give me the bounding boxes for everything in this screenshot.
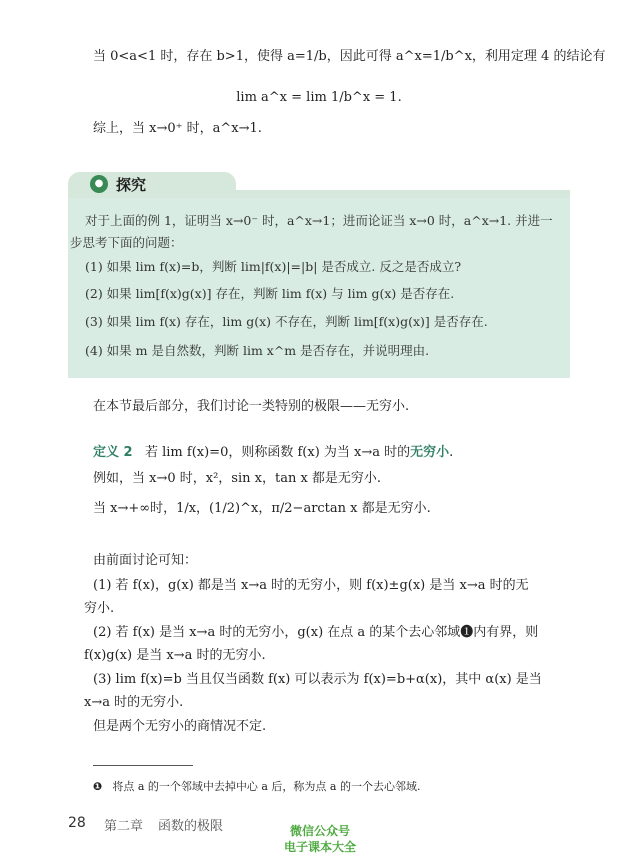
explore-intro-1: 对于上面的例 1，证明当 x→0⁻ 时，a^x→1；进而论证当 x→0 时，a^x→1. 并进一	[85, 213, 553, 228]
footnote-rule	[93, 765, 193, 766]
explore-title: 探究	[116, 176, 147, 194]
explore-question-3: (3) 如果 lim f(x) 存在，lim g(x) 不存在，判断 lim[f(x)g(x)] 是否存在.	[85, 314, 488, 329]
chapter-label: 第二章	[104, 819, 144, 834]
limit-formula: lim a^x = lim 1/b^x = 1.	[236, 90, 402, 105]
property-3b: x→a 时的无穷小.	[84, 695, 184, 710]
definition-label: 定义 2	[93, 445, 133, 460]
property-1a: (1) 若 f(x)，g(x) 都是当 x→a 时的无穷小，则 f(x)±g(x) 是当 x→a 时的无	[93, 578, 529, 593]
chapter-title: 函数的极限	[158, 819, 224, 834]
explore-intro-2: 步思考下面的问题：	[70, 235, 183, 250]
explore-question-1: (1) 如果 lim f(x)=b，判断 lim|f(x)|=|b| 是否成立. 反之是否成立?	[85, 259, 462, 274]
definition-text: 若 lim f(x)=0，则称函数 f(x) 为当 x→a 时的	[144, 445, 411, 460]
watermark-line-2: 电子课本大全	[283, 840, 356, 854]
explore-question-2: (2) 如果 lim[f(x)g(x)] 存在，判断 lim f(x) 与 lim g(x) 是否存在.	[85, 286, 455, 301]
definition-line	[93, 444, 453, 462]
intro-line: 当 0<a<1 时，存在 b>1，使得 a=1/b，因此可得 a^x=1/b^x，利用定理 4 的结论有	[93, 49, 606, 64]
watermark-line-1: 微信公众号	[289, 824, 350, 838]
definition-end: .	[449, 445, 454, 460]
section-intro: 在本节最后部分，我们讨论一类特别的极限——无穷小.	[93, 399, 410, 414]
summary-line: 综上，当 x→0⁺ 时，a^x→1.	[93, 121, 262, 136]
property-3a: (3) lim f(x)=b 当且仅当函数 f(x) 可以表示为 f(x)=b+α(x)，其中 α(x) 是当	[93, 672, 542, 687]
footnote-mark: ❶	[93, 780, 103, 793]
explore-question-4: (4) 如果 m 是自然数，判断 lim x^m 是否存在，并说明理由.	[85, 343, 430, 358]
footnote	[93, 778, 420, 794]
definition-term: 无穷小	[410, 445, 450, 460]
property-1b: 穷小.	[84, 601, 115, 616]
example-1: 例如，当 x→0 时，x²，sin x，tan x 都是无穷小.	[93, 471, 382, 486]
footnote-text: 将点 a 的一个邻域中去掉中心 a 后，称为点 a 的一个去心邻域.	[112, 780, 421, 793]
example-2: 当 x→+∞时，1/x，(1/2)^x，π/2−arctan x 都是无穷小.	[93, 501, 431, 516]
property-2a: (2) 若 f(x) 是当 x→a 时的无穷小，g(x) 在点 a 的某个去心邻域❶内有界，则	[93, 625, 539, 640]
chat-icon: ●	[90, 175, 108, 193]
properties-lead: 由前面讨论可知：	[93, 553, 198, 568]
property-4: 但是两个无穷小的商情况不定.	[93, 719, 267, 734]
property-2b: f(x)g(x) 是当 x→a 时的无穷小.	[84, 648, 266, 663]
page-number: 28	[68, 815, 86, 831]
